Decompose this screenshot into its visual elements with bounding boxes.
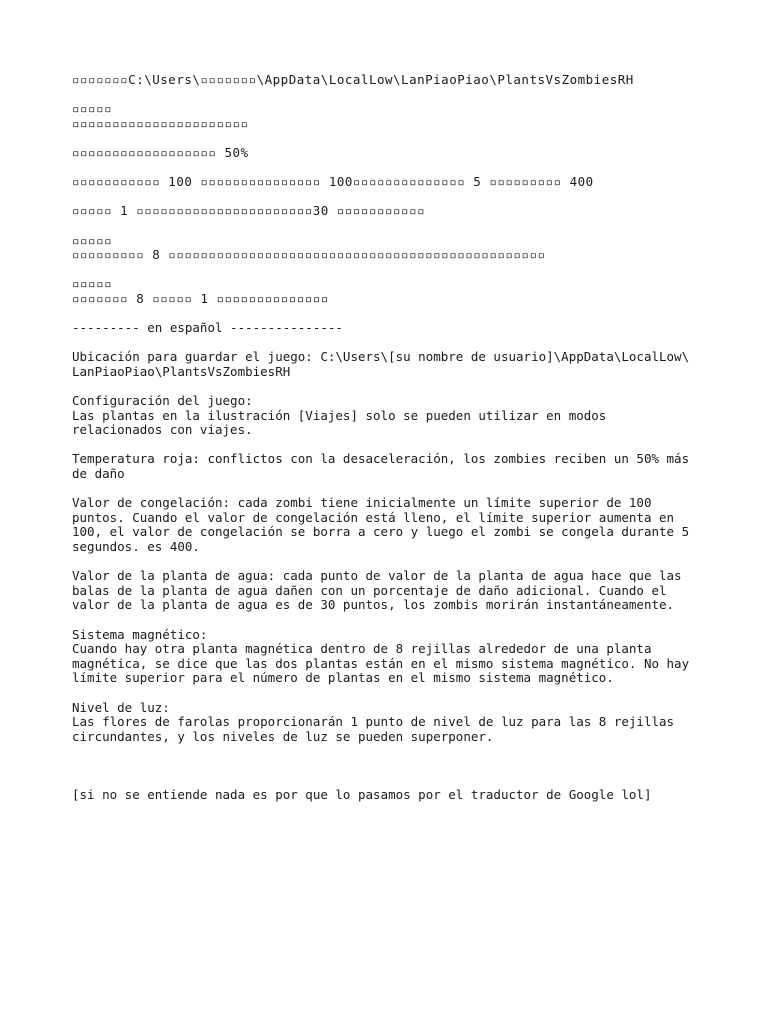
es-config-line-1: Las plantas en la ilustración [Viajes] solo se pueden utilizar en modos: [72, 407, 607, 423]
es-magnetic-line-3: límite superior para el número de plantas en el mismo sistema magnético.: [72, 670, 614, 686]
cn-red-temperature: ▫▫▫▫▫▫▫▫▫▫▫▫▫▫▫▫▫▫ 50%: [72, 144, 249, 160]
language-divider: --------- en español ---------------: [72, 320, 343, 336]
es-light-line-2: circundantes, y los niveles de luz se pueden superponer.: [72, 728, 494, 744]
es-light-line-1: Las flores de farolas proporcionarán 1 punto de nivel de luz para las 8 rejillas: [72, 714, 675, 730]
es-config-title: Configuración del juego:: [72, 393, 253, 409]
es-config-line-2: relacionados con viajes.: [72, 422, 253, 438]
es-freeze-line-1: Valor de congelación: cada zombi tiene inicialmente un límite superior de 100: [72, 495, 652, 511]
es-magnetic-line-1: Cuando hay otra planta magnética dentro de 8 rejillas alrededor de una planta: [72, 641, 652, 657]
document-page: [72, 73, 696, 803]
es-red-temp-line-2: de daño: [72, 466, 125, 482]
cn-config-text: ▫▫▫▫▫▫▫▫▫▫▫▫▫▫▫▫▫▫▫▫▫▫: [72, 115, 249, 131]
cn-save-location: ▫▫▫▫▫▫▫C:\Users\▫▫▫▫▫▫▫\AppData\LocalLow\LanPiaoPiao\PlantsVsZombiesRH: [72, 72, 634, 87]
es-light-title: Nivel de luz:: [72, 699, 170, 715]
es-water-line-3: valor de la planta de agua es de 30 puntos, los zombis morirán instantáneamente.: [72, 597, 675, 613]
es-water-line-1: Valor de la planta de agua: cada punto de valor de la planta de agua hace que las: [72, 568, 682, 584]
es-magnetic-line-2: magnética, se dice que las dos plantas están en el mismo sistema magnético. No hay: [72, 655, 690, 671]
es-magnetic-title: Sistema magnético:: [72, 626, 208, 642]
cn-config-title: ▫▫▫▫▫: [72, 101, 113, 117]
es-freeze-line-4: segundos. es 400.: [72, 539, 200, 554]
es-save-location-line-1: Ubicación para guardar el juego: C:\Users\[su nombre de usuario]\AppData\LocalLow\: [72, 349, 690, 365]
cn-light-title: ▫▫▫▫▫: [72, 276, 113, 292]
footer-note: [si no se entiende nada es por que lo pasamos por el traductor de Google lol]: [72, 787, 652, 803]
cn-magnetic-title: ▫▫▫▫▫: [72, 232, 113, 248]
es-freeze-line-3: 100, el valor de congelación se borra a cero y luego el zombi se congela durante 5: [72, 524, 690, 540]
cn-freeze-value: ▫▫▫▫▫▫▫▫▫▫▫ 100 ▫▫▫▫▫▫▫▫▫▫▫▫▫▫▫ 100▫▫▫▫▫▫▫▫▫▫▫▫▫▫ 5 ▫▫▫▫▫▫▫▫▫ 400: [72, 174, 594, 190]
cn-water-value: ▫▫▫▫▫ 1 ▫▫▫▫▫▫▫▫▫▫▫▫▫▫▫▫▫▫▫▫▫▫30 ▫▫▫▫▫▫▫▫▫▫▫: [72, 203, 426, 219]
cn-light-text: ▫▫▫▫▫▫▫ 8 ▫▫▫▫▫ 1 ▫▫▫▫▫▫▫▫▫▫▫▫▫▫: [72, 290, 329, 306]
es-red-temp-line-1: Temperatura roja: conflictos con la desaceleración, los zombies reciben un 50% más: [72, 451, 690, 467]
es-save-location-line-2: LanPiaoPiao\PlantsVsZombiesRH: [72, 363, 291, 379]
es-water-line-2: balas de la planta de agua dañen con un porcentaje de daño adicional. Cuando el: [72, 582, 667, 598]
cn-magnetic-text: ▫▫▫▫▫▫▫▫▫ 8 ▫▫▫▫▫▫▫▫▫▫▫▫▫▫▫▫▫▫▫▫▫▫▫▫▫▫▫▫▫▫▫▫▫▫▫▫▫▫▫▫▫▫▫▫▫▫▫: [72, 247, 546, 263]
es-freeze-line-2: puntos. Cuando el valor de congelación está lleno, el límite superior aumenta en: [72, 509, 675, 525]
